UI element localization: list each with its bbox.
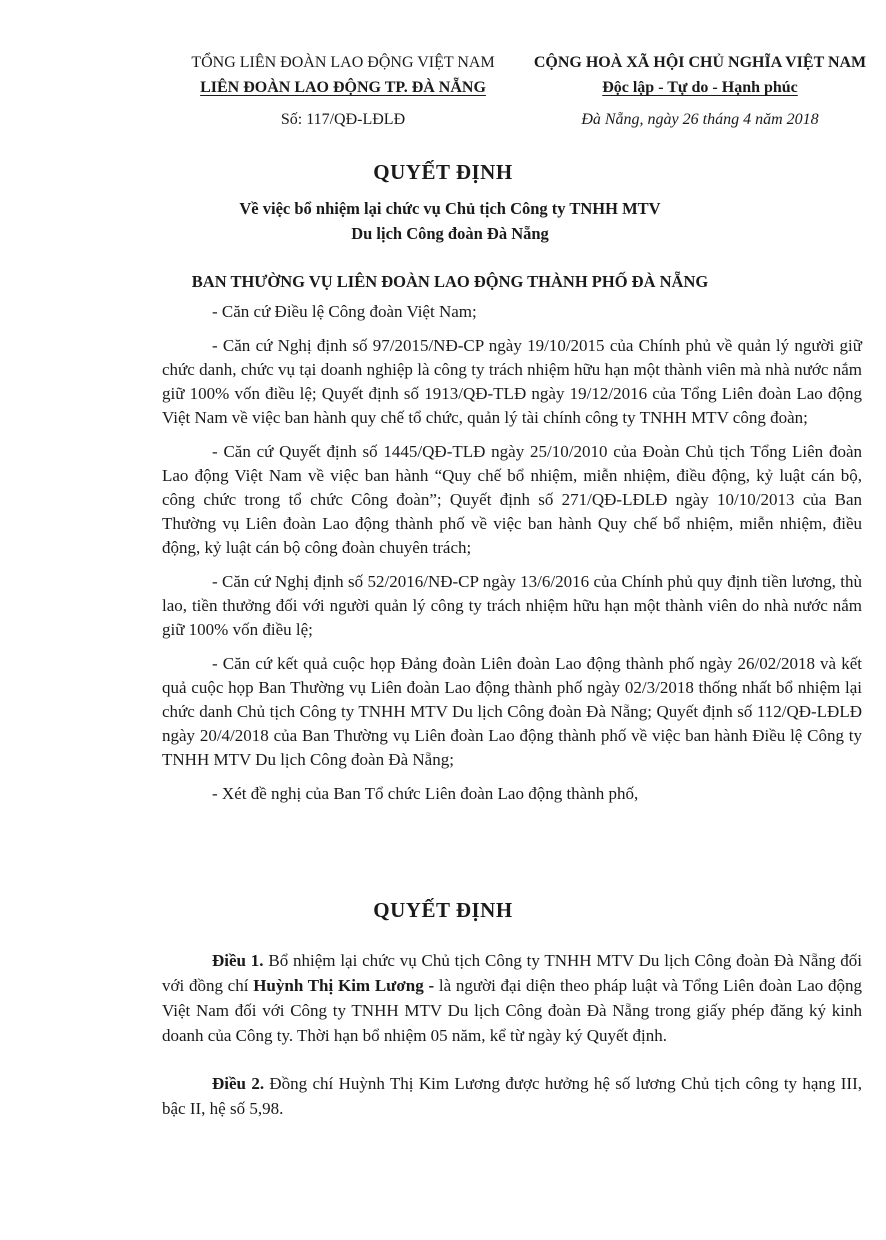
ground-paragraph: - Căn cứ Quyết định số 1445/QĐ-TLĐ ngày 25/10/2010 của Đoàn Chủ tịch Tổng Liên đoàn Lao động Việt Nam về việc ban hành “Quy chế bổ nhiệm, miễn nhiệm, điều động, kỷ luật cán bộ, công chức trong tổ chức Công đoàn”; Quyết định số 271/QĐ-LĐLĐ ngày 10/10/2013 của Ban Thường vụ Liên đoàn Lao động thành phố về việc ban hành Quy chế bổ nhiệm, miễn nhiệm, điều động, kỷ luật cán bộ công đoàn chuyên trách; (162, 442, 862, 557)
decision-heading: QUYẾT ĐỊNH (373, 898, 513, 922)
article-2 (162, 1071, 862, 1121)
document-number: Số: 117/QĐ-LĐLĐ (280, 111, 406, 128)
legal-grounds (162, 300, 862, 806)
nation-name: CỘNG HOÀ XÃ HỘI CHỦ NGHĨA VIỆT NAM (533, 54, 867, 71)
ground-paragraph: - Căn cứ Nghị định số 97/2015/NĐ-CP ngày 19/10/2015 của Chính phủ về quản lý người giữ chức danh, chức vụ tại doanh nghiệp là công ty trách nhiệm hữu hạn một thành viên mà nhà nước nắm giữ 100% vốn điều lệ; Quyết định số 1913/QĐ-TLĐ ngày 19/12/2016 của Tổng Liên đoàn Lao động Việt Nam về việc ban hành quy chế tổ chức, quản lý tài chính công ty TNHH MTV công đoàn; (162, 336, 862, 427)
national-header (525, 50, 875, 132)
issuer-block (170, 50, 516, 132)
appointee-name: Huỳnh Thị Kim Lương - (253, 976, 435, 995)
subject-line-2: Du lịch Công đoàn Đà Nẵng (351, 224, 549, 243)
article-1-text-b: là người đại diện theo pháp luật và Tổng Liên đoàn Lao động Việt Nam đối với Công ty TNHH MTV Du lịch Công đoàn Đà Nẵng trong giấy phép đăng ký kinh doanh của Công ty. Thời hạn bổ nhiệm 05 năm, kể từ ngày ký Quyết định. (162, 976, 862, 1045)
ground-paragraph: - Xét đề nghị của Ban Tổ chức Liên đoàn Lao động thành phố, (212, 784, 639, 803)
national-motto: Độc lập - Tự do - Hạnh phúc (602, 79, 798, 96)
article-1 (162, 948, 862, 1048)
article-2-label: Điều 2. (212, 1074, 265, 1093)
place-and-date: Đà Nẵng, ngày 26 tháng 4 năm 2018 (581, 111, 819, 128)
issuing-organization: LIÊN ĐOÀN LAO ĐỘNG TP. ĐÀ NẴNG (200, 79, 486, 96)
ground-paragraph: - Căn cứ Nghị định số 52/2016/NĐ-CP ngày 13/6/2016 của Chính phủ quy định tiền lương, thù lao, tiền thưởng đối với người quản lý công ty trách nhiệm hữu hạn một thành viên do nhà nước nắm giữ 100% vốn điều lệ; (162, 572, 862, 639)
decision-articles (162, 948, 862, 1121)
document-title: QUYẾT ĐỊNH (373, 160, 513, 184)
parent-organization: TỔNG LIÊN ĐOÀN LAO ĐỘNG VIỆT NAM (191, 54, 495, 71)
issuing-authority: BAN THƯỜNG VỤ LIÊN ĐOÀN LAO ĐỘNG THÀNH PHỐ ĐÀ NẴNG (191, 272, 709, 291)
document-subject (150, 196, 750, 246)
article-1-text-a: Bổ nhiệm lại chức vụ Chủ tịch Công ty TNHH MTV Du lịch Công đoàn Đà Nẵng đối với đồng chí (162, 951, 863, 995)
ground-paragraph: - Căn cứ Điều lệ Công đoàn Việt Nam; (212, 302, 477, 321)
article-1-label: Điều 1. (212, 951, 264, 970)
ground-paragraph: - Căn cứ kết quả cuộc họp Đảng đoàn Liên đoàn Lao động thành phố ngày 26/02/2018 và kết quả cuộc họp Ban Thường vụ Liên đoàn Lao động thành phố ngày 02/3/2018 thống nhất bổ nhiệm lại chức danh Chủ tịch Công ty TNHH MTV Du lịch Công đoàn Đà Nẵng; Quyết định số 112/QĐ-LĐLĐ ngày 20/4/2018 của Ban Thường vụ Liên đoàn Lao động thành phố về việc ban hành Điều lệ Công ty TNHH MTV Du lịch Công đoàn Đà Nẵng; (162, 654, 862, 769)
article-2-text: Đồng chí Huỳnh Thị Kim Lương được hưởng hệ số lương Chủ tịch công ty hạng III, bậc II, hệ số 5,98. (162, 1074, 862, 1118)
subject-line-1: Về việc bổ nhiệm lại chức vụ Chủ tịch Công ty TNHH MTV (239, 199, 661, 218)
